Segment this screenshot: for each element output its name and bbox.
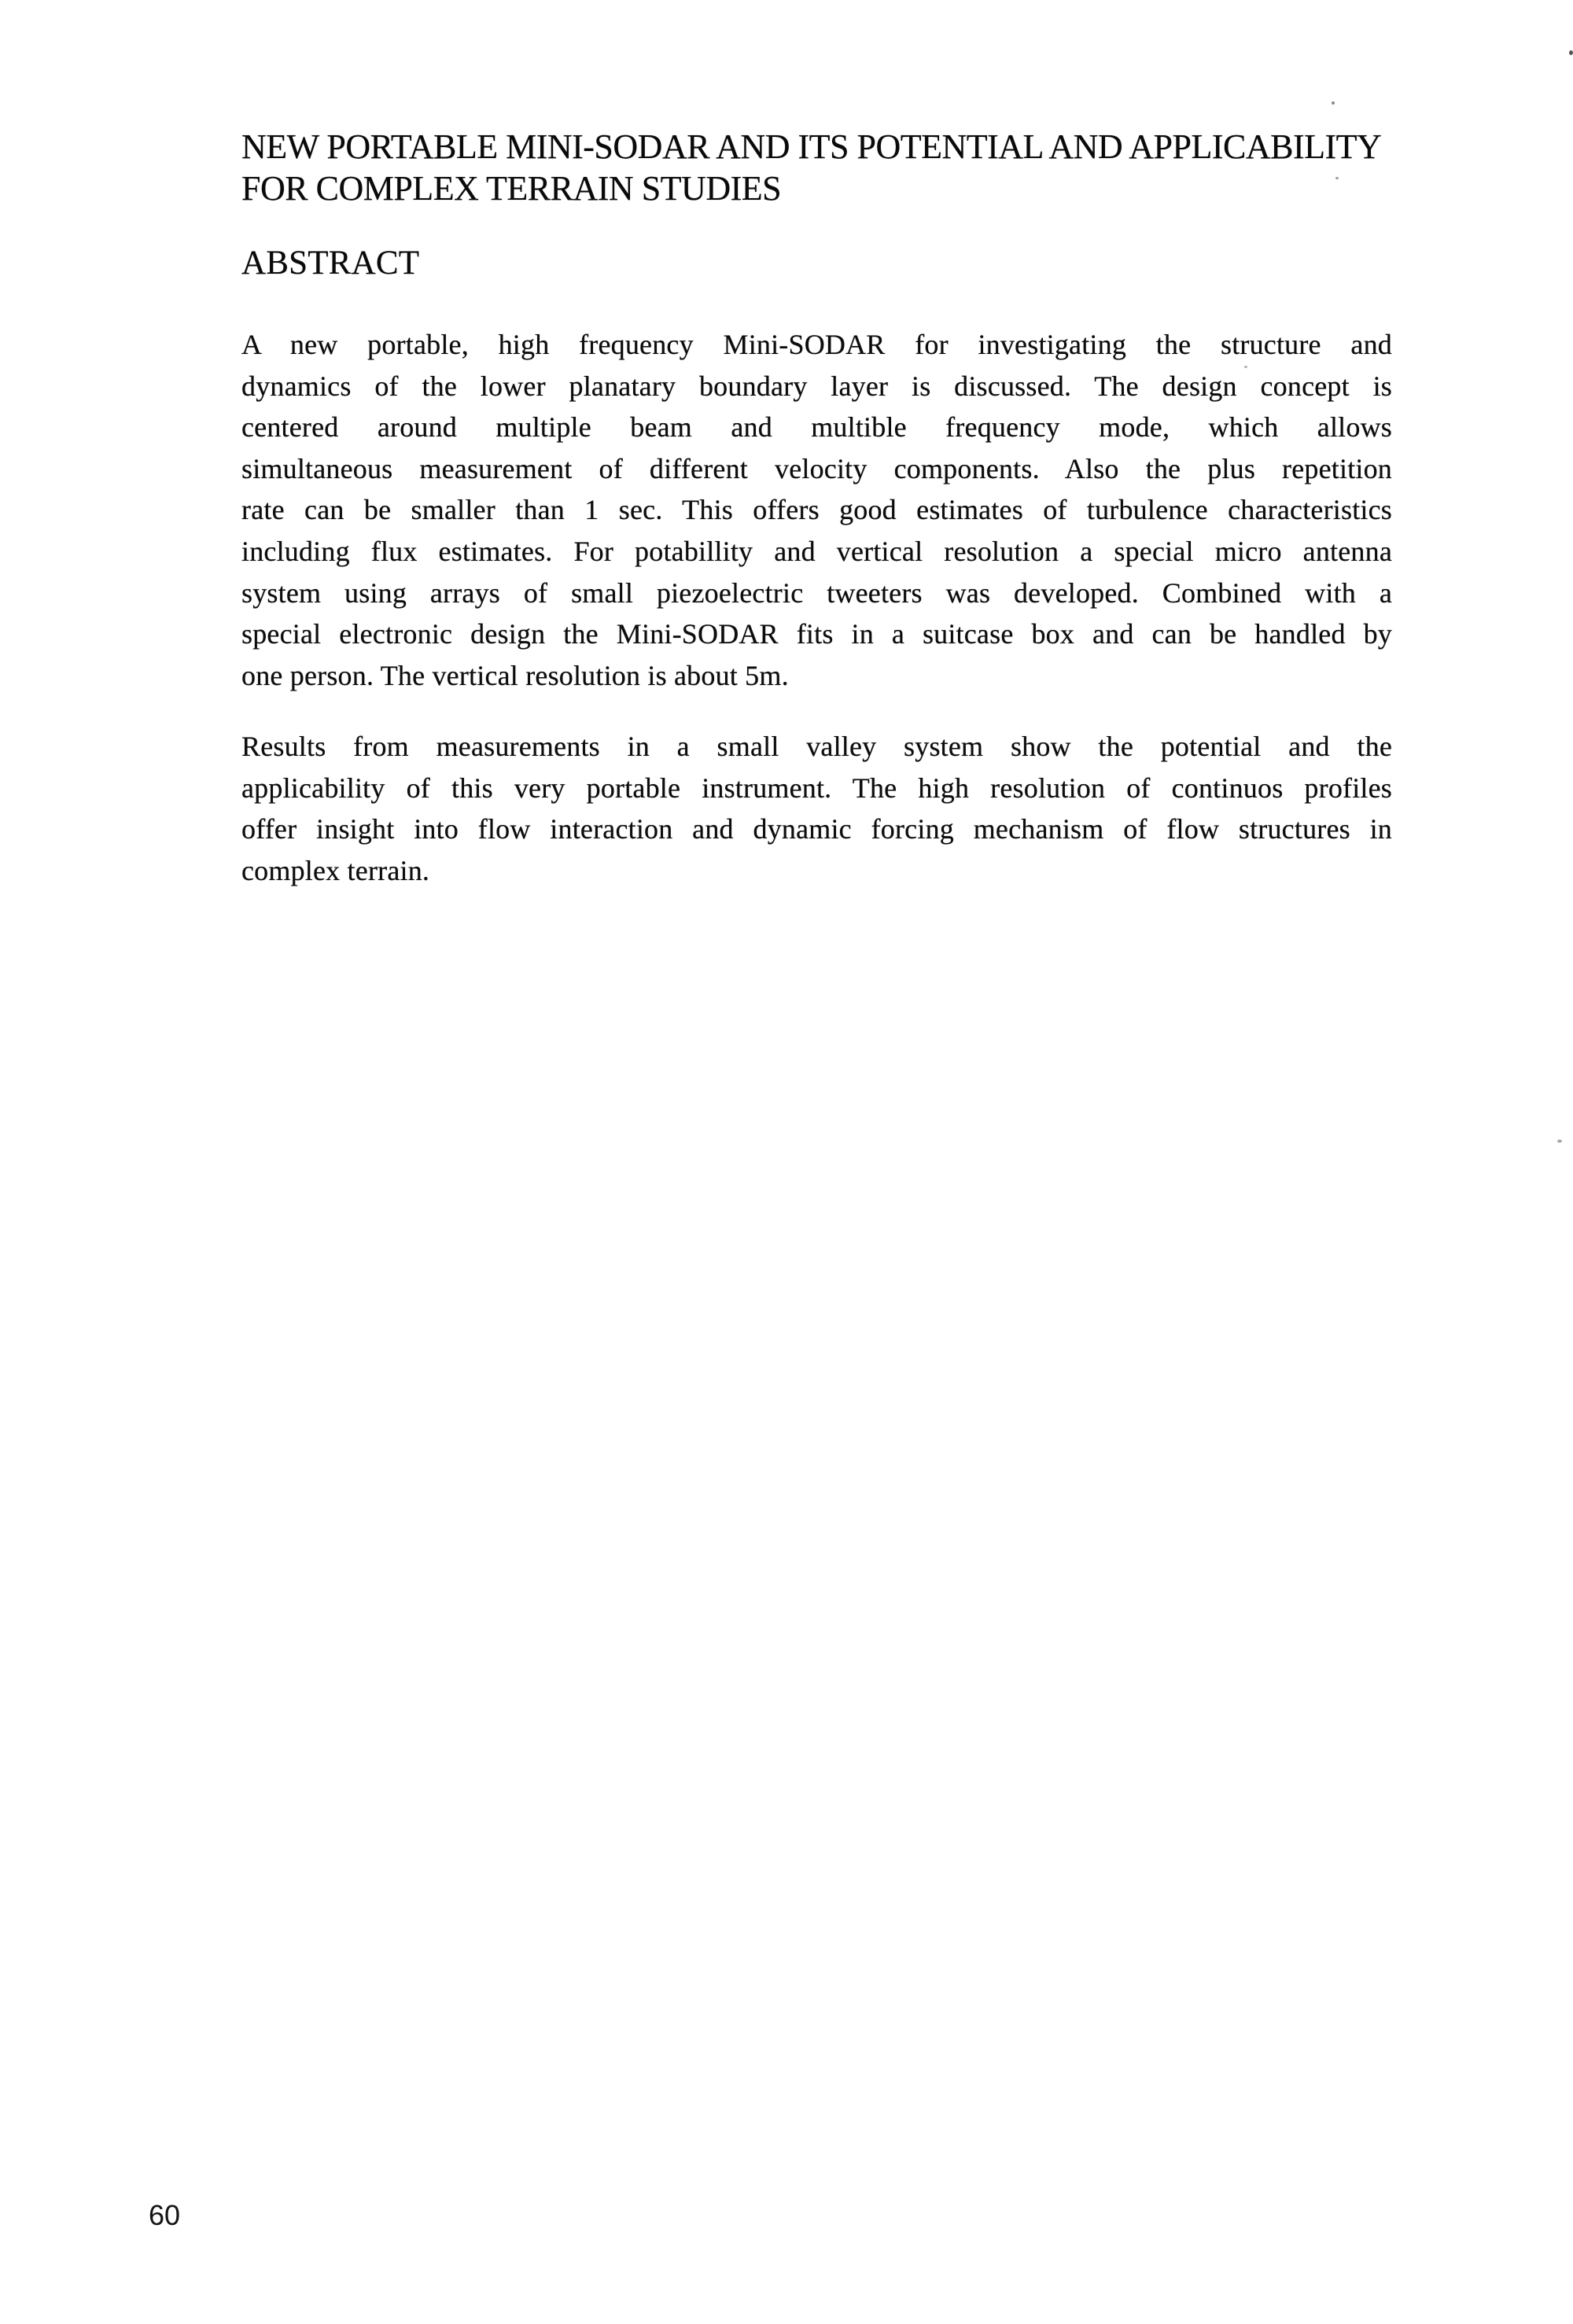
paragraph-line: applicability of this very portable instrument. The high resolution of continuos profiles [241,772,1392,804]
scan-speck [1332,101,1335,105]
paragraph-line: special electronic design the Mini-SODAR fits in a suitcase box and can be handled by [241,618,1392,650]
paragraph-line: Results from measurements in a small valley system show the potential and the [241,731,1392,762]
paragraph-line: including flux estimates. For potabillity and vertical resolution a special micro antenna [241,535,1392,567]
paragraph-line: simultaneous measurement of different velocity components. Also the plus repetition [241,452,1392,484]
paragraph-line: system using arrays of small piezoelectric tweeters was developed. Combined with a [241,576,1392,609]
paper-title-line-2: FOR COMPLEX TERRAIN STUDIES [241,169,782,208]
paragraph-line: rate can be smaller than 1 sec. This offers good estimates of turbulence characteristics [241,494,1392,526]
paragraph-line: one person. The vertical resolution is about 5m. [241,659,789,691]
scan-speck [1569,50,1573,55]
paragraph-line: offer insight into flow interaction and dynamic forcing mechanism of flow structures in [241,813,1392,845]
abstract-paragraph-2 [241,726,1392,891]
paper-title [241,126,1453,209]
paragraph-line: centered around multiple beam and multible frequency mode, which allows [241,411,1392,444]
paragraph-line: A new portable, high frequency Mini-SODAR for investigating the structure and [241,329,1392,360]
paper-title-line-1: NEW PORTABLE MINI-SODAR AND ITS POTENTIAL AND APPLICABILITY [241,127,1382,166]
scan-speck [1557,1140,1562,1143]
abstract-paragraph-1 [241,324,1392,696]
scan-speck [1244,366,1247,368]
page-number: 60 [149,2199,181,2231]
scan-speck [1335,177,1339,179]
paragraph-line: complex terrain. [241,854,430,886]
paragraph-line: dynamics of the lower planatary boundary layer is discussed. The design concept is [241,370,1392,402]
abstract-heading: ABSTRACT [241,245,420,282]
